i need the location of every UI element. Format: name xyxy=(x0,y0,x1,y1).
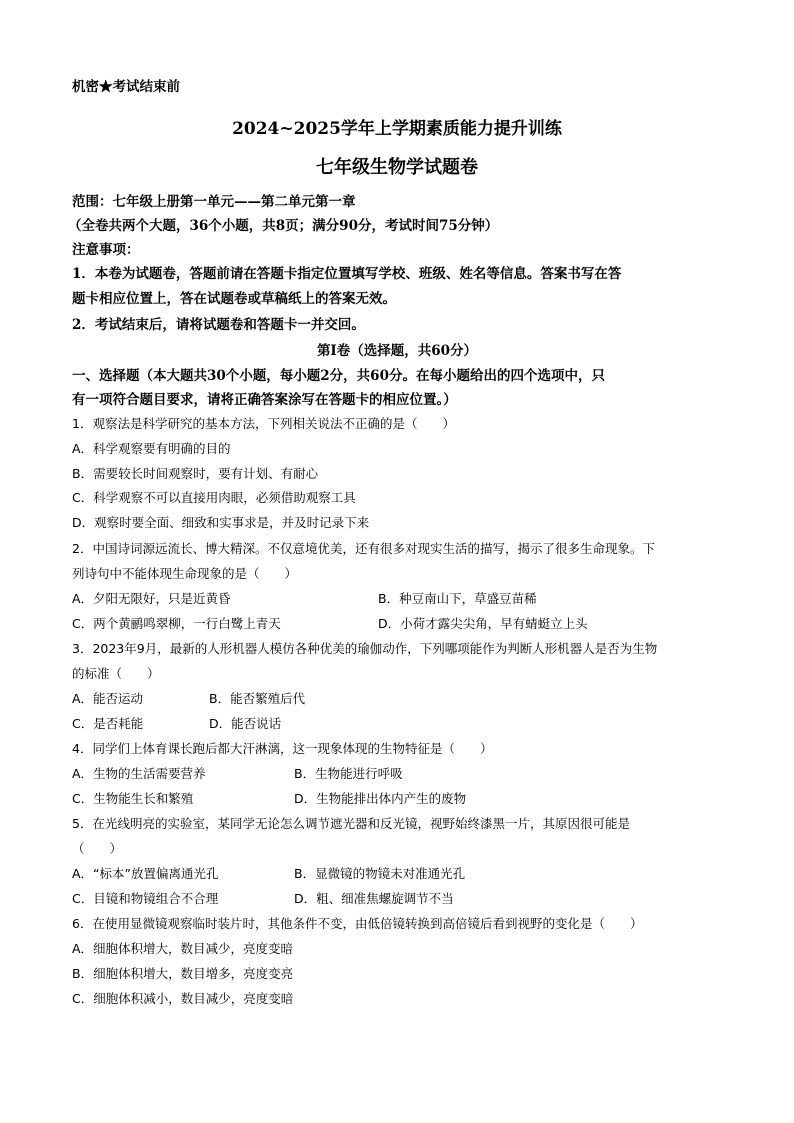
option-b: B．显微镜的物镜未对准通光孔 xyxy=(294,866,466,881)
option-d: D．小荷才露尖尖角，早有蜻蜓立上头 xyxy=(378,616,588,631)
question-stem: 4．同学们上体育课长跑后都大汗淋漓，这一现象体现的生物特征是（ ） xyxy=(72,741,493,756)
confidential-label: 机密★考试结束前 xyxy=(72,79,180,95)
option-a: A．科学观察要有明确的目的 xyxy=(72,441,231,456)
note-item-2: 2．考试结束后，请将试题卷和答题卡一并交回。 xyxy=(72,317,365,333)
option-c: C．两个黄鹂鸣翠柳，一行白鹭上青天 xyxy=(72,616,281,631)
option-c: C．目镜和物镜组合不合理 xyxy=(72,891,219,906)
question-stem: 5．在光线明亮的实验室，某同学无论怎么调节遮光器和反光镜，视野始终漆黑一片，其原因很可能是 xyxy=(72,816,630,831)
exam-info: （全卷共两个大题，36个小题，共8页；满分90分，考试时间75分钟） xyxy=(68,218,499,234)
part-heading-line-1: 一、选择题（本大题共30个小题，每小题2分，共60分。在每小题给出的四个选项中，只 xyxy=(72,368,605,384)
option-a: A．夕阳无限好，只是近黄昏 xyxy=(72,591,231,606)
option-d: D．粗、细准焦螺旋调节不当 xyxy=(294,891,454,906)
section-title: 第Ⅰ卷（选择题，共60分） xyxy=(316,343,478,359)
option-b: B．细胞体积增大，数目增多，亮度变亮 xyxy=(72,966,294,981)
option-d: D．观察时要全面、细致和实事求是，并及时记录下来 xyxy=(72,515,370,530)
question-stem-cont: （ ） xyxy=(72,841,123,856)
option-a: A．生物的生活需要营养 xyxy=(72,766,206,781)
option-b: B．能否繁殖后代 xyxy=(209,691,306,706)
question-stem: 1．观察法是科学研究的基本方法，下列相关说法不正确的是（ ） xyxy=(72,416,455,431)
option-b: B．需要较长时间观察时，要有计划、有耐心 xyxy=(72,466,319,481)
option-c: C．生物能生长和繁殖 xyxy=(72,791,194,806)
option-b: B．种豆南山下，草盛豆苗稀 xyxy=(378,591,537,606)
question-stem-cont: 的标准（ ） xyxy=(72,666,160,681)
part-heading-line-2: 有一项符合题目要求，请将正确答案涂写在答题卡的相应位置。） xyxy=(72,392,457,408)
option-c: C．是否耗能 xyxy=(72,716,144,731)
question-stem-cont: 列诗句中不能体现生命现象的是（ ） xyxy=(72,566,298,581)
option-d: D．能否说话 xyxy=(209,716,282,731)
option-a: A．细胞体积增大，数目减少，亮度变暗 xyxy=(72,941,294,956)
question-stem: 2．中国诗词源远流长、博大精深。不仅意境优美，还有很多对现实生活的描写，揭示了很多生命现象。下 xyxy=(72,541,655,556)
exam-subtitle: 七年级生物学试题卷 xyxy=(316,157,478,178)
exam-scope: 范围：七年级上册第一单元——第二单元第一章 xyxy=(72,194,356,210)
option-c: C．科学观察不可以直接用肉眼，必须借助观察工具 xyxy=(72,490,356,505)
option-b: B．生物能进行呼吸 xyxy=(294,766,403,781)
option-c: C．细胞体积减小，数目减少，亮度变暗 xyxy=(72,991,294,1006)
option-a: A．能否运动 xyxy=(72,691,144,706)
note-item-1-line-2: 题卡相应位置上，答在试题卷或草稿纸上的答案无效。 xyxy=(72,291,396,307)
option-d: D．生物能排出体内产生的废物 xyxy=(294,791,467,806)
question-stem: 6．在使用显微镜观察临时装片时，其他条件不变，由低倍镜转换到高倍镜后看到视野的变化是（ ） xyxy=(72,916,643,931)
note-item-1-line-1: 1．本卷为试题卷，答题前请在答题卡指定位置填写学校、班级、姓名等信息。答案书写在答 xyxy=(72,266,622,282)
notes-heading: 注意事项： xyxy=(72,242,140,258)
exam-title: 2024~2025学年上学期素质能力提升训练 xyxy=(232,119,562,139)
question-stem: 3．2023年9月，最新的人形机器人模仿各种优美的瑜伽动作，下列哪项能作为判断人形机器人是否为生物 xyxy=(72,641,658,656)
option-a: A．“标本”放置偏离通光孔 xyxy=(72,866,219,881)
